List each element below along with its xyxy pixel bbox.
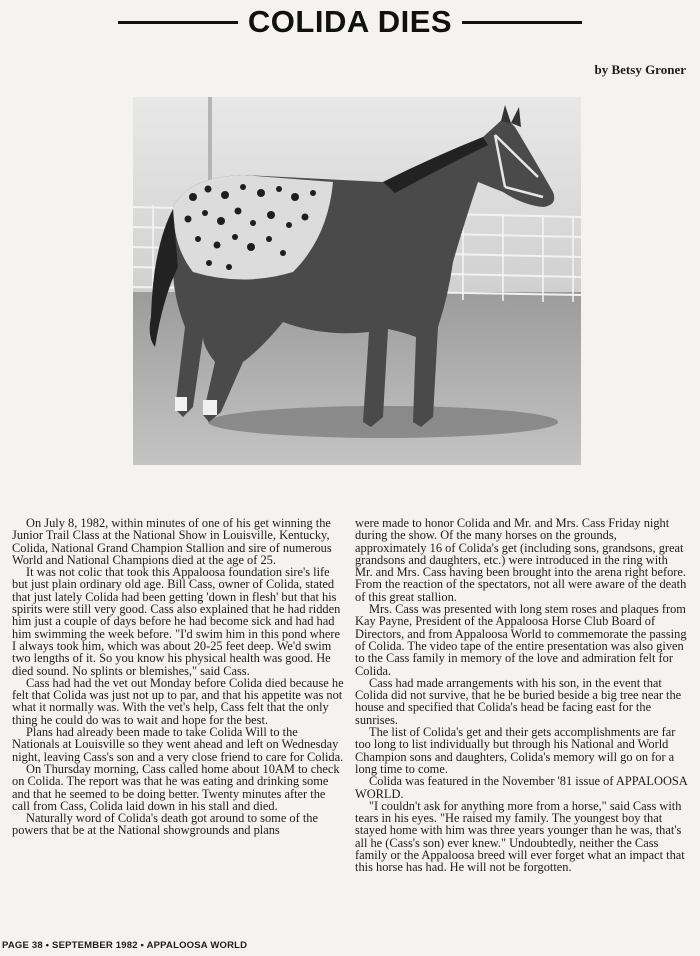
paragraph: were made to honor Colida and Mr. and Mrs. Cass Friday night during the show. Of the many horses on the grounds, approximately 16 of Colida's get (including sons, grandsons, great grandsons and daughters, etc.) were introduced in the ring with Mr. and Mrs. Cass having been brought into the arena right before. From the reaction of the spectators, not all were aware of the death of this great stallion. bbox=[355, 516, 687, 604]
paragraph: Colida was featured in the November '81 issue of APPALOOSA WORLD. bbox=[355, 774, 688, 801]
paragraph: Naturally word of Colida's death got around to some of the powers that be at the National showgrounds and plans bbox=[12, 811, 318, 838]
paragraph: "I couldn't ask for anything more from a horse," said Cass with tears in his eyes. "He raised my family. The youngest boy that stayed home with him was three years younger than he was, that's all he (Cass's son) ever knew." Undoubtedly, neither the Cass family or the Appaloosa breed will ever forget what an impact that this horse has had. He will not be forgotten. bbox=[355, 798, 685, 875]
column-right bbox=[355, 517, 688, 874]
paragraph: Plans had already been made to take Colida Will to the Nationals at Louisville so they went ahead and left on Wednesday night, leaving Cass's son and a very close friend to care for Colida. bbox=[12, 725, 344, 764]
paragraph: Cass had had the vet out Monday before Colida died because he felt that Colida was just not up to par, and that his appetite was not what it normally was. With the vet's help, Cass felt that the only thing he could do was to wait and hope for the best. bbox=[12, 675, 344, 727]
paragraph: Mrs. Cass was presented with long stem roses and plaques from Kay Payne, President of the Appaloosa Horse Club Board of Directors, and from Appaloosa World to commemorate the passing of Colida. The video tape of the entire presentation was also given to the Cass family in memory of the love and admiration felt for Colida. bbox=[355, 602, 687, 678]
headline-rule-left bbox=[118, 21, 238, 24]
paragraph: Cass had made arrangements with his son, in the event that Colida did not survive, that he be buried beside a big tree near the house and specified that Colida's head be facing east for the sunrises. bbox=[355, 675, 682, 727]
byline: by Betsy Groner bbox=[594, 62, 686, 77]
horse-photo bbox=[133, 97, 581, 465]
paragraph: On Thursday morning, Cass called home about 10AM to check on Colida. The report was that he was eating and drinking some and that he seemed to be doing better. Twenty minutes after the call from Cass, Colida laid down in his stall and died. bbox=[12, 761, 340, 813]
article-body bbox=[12, 517, 688, 874]
headline bbox=[0, 4, 700, 40]
article-title: COLIDA DIES bbox=[247, 4, 453, 39]
paragraph: It was not colic that took this Appaloosa foundation sire's life but just plain ordinary old age. Bill Cass, owner of Colida, stated that just lately Colida had been getting 'down in flesh' but that his spirits were still very good. Cass also explained that he had ridden him just a couple of days before he had become sick and had had him swimming the week before. "I'd swim him in this pond where I always took him, which was about 20-25 feet deep. We'd swim two lengths of it. So you know his physical health was good. He died sound. No splints or blemishes," said Cass. bbox=[12, 565, 341, 678]
horse-illustration bbox=[133, 97, 581, 465]
headline-rule-right bbox=[462, 21, 582, 24]
paragraph: The list of Colida's get and their gets accomplishments are far too long to list individually but through his National and World Champion sons and daughters, Colida's memory will go on for a long time to come. bbox=[355, 725, 676, 776]
page-footer: PAGE 38 • SEPTEMBER 1982 • APPALOOSA WORLD bbox=[2, 940, 248, 951]
paragraph: On July 8, 1982, within minutes of one of his get winning the Junior Trail Class at the National Show in Louisville, Kentucky, Colida, National Grand Champion Stallion and sire of numerous World and National Champions died at the age of 25. bbox=[12, 516, 332, 567]
column-left bbox=[12, 517, 345, 874]
